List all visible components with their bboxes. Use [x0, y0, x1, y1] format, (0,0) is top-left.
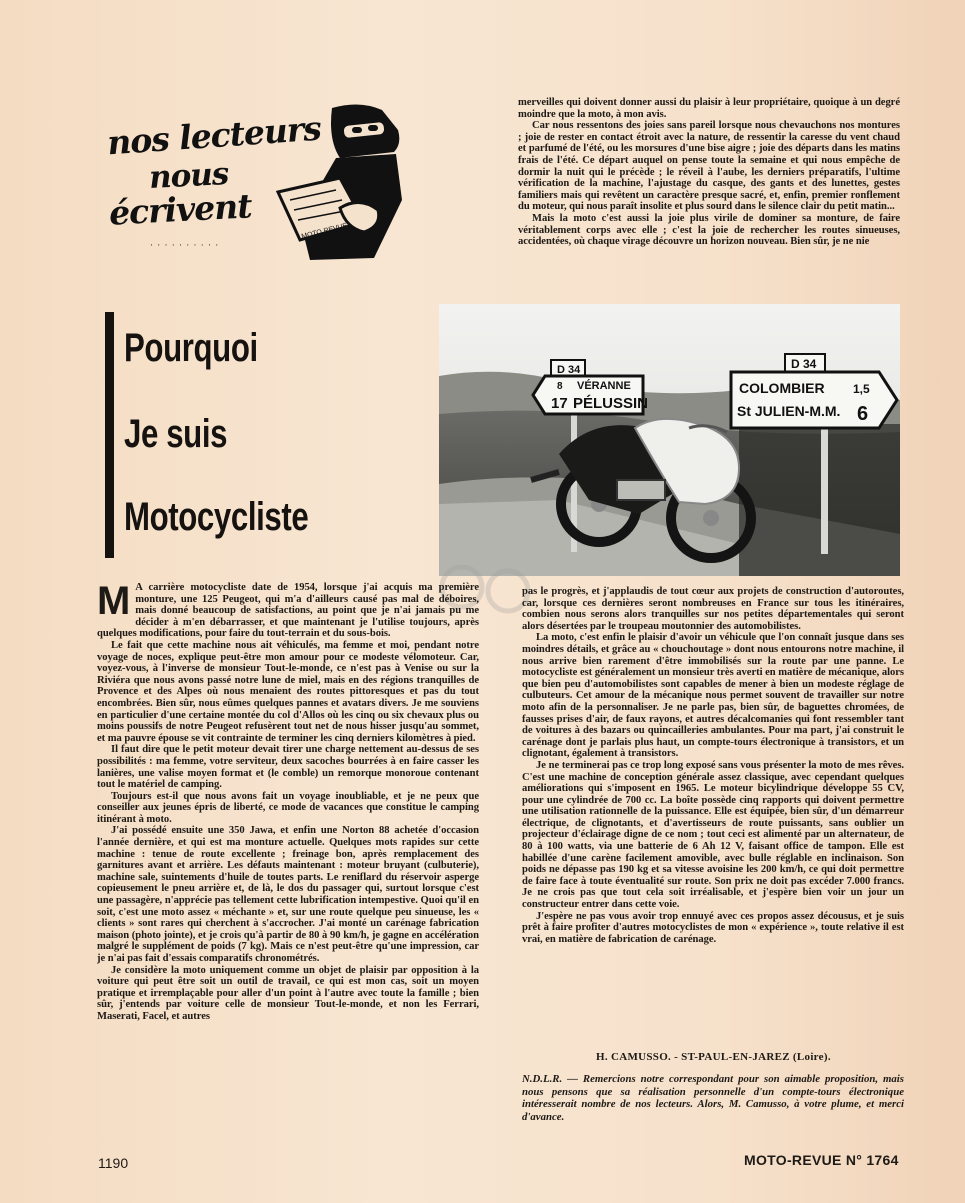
logo-dots: · · · · · · · · · · — [150, 240, 220, 250]
paragraph: La moto, c'est enfin le plaisir d'avoir un véhicule que l'on connaît jusque dans ses moindres détails, et grâce au « chouchoutage » dont nous entourons notre machine, il nous arrive bien rarement d'être immobilisés sur la route par une panne. Le motocycliste est généralement un monsieur très averti en matière de mécanique, alors que bien peu d'automobilistes sont capables de mener à bien un modeste réglage de culbuteurs. Cet amour de la mécanique nous permet souvent de travailler sur notre moto afin de la personnaliser. Je ne parle pas, bien sûr, de baguettes chromées, de fausses prises d'air, de faux rayons, et autres décalcomanies qui font ressembler tant de voitures à des bazars ou quincailleries ambulantes. Pour ma part, j'ai construit le carénage dont je parlais plus haut, un compte-tours électronique à transistors, et un clignotant, également à transistors. — [522, 632, 904, 760]
sign-right-place-1: COLOMBIER — [739, 380, 825, 396]
motorcyclist-writing-icon — [270, 100, 410, 270]
author-signature: H. CAMUSSO. - ST-PAUL-EN-JAREZ (Loire). — [596, 1051, 831, 1063]
article-title-line-1: Pourquoi — [124, 326, 258, 370]
paragraph: J'espère ne pas vous avoir trop ennuyé avec ces propos assez décousus, et je suis prêt à faire profiter d'autres motocyclistes de mon « expérience », toute relative il est vrai, en matière de fabrication de carénage. — [522, 910, 904, 945]
paragraph: Toujours est-il que nous avons fait un voyage inoubliable, et je ne peux que conseiller aux jeunes épris de liberté, ce mode de vacances que constitue le camping itinérant à moto. — [97, 790, 479, 825]
sign-right-num-1: 1,5 — [853, 382, 870, 396]
sign-left-num-1: 8 — [557, 381, 563, 392]
left-column — [97, 582, 479, 1142]
paragraph: Le fait que cette machine nous ait véhiculés, ma femme et moi, pendant notre voyage de noces, explique peut-être mon amour pour ce modeste vélomoteur. Car, voyez-vous, à l'inverse de monsieur Tout-le-monde, ce n'est pas à Venise ou sur la Riviéra que nous avons passé notre lune de miel, mais en des régions tranquilles de Provence et des Alpes où nous menaient des routes pittoresques et pas du tout encombrées. Bien sûr, nous eûmes quelques pannes et avatars divers. Je me souviens en particulier d'une certaine montée du col d'Allos où les cinq ou six chevaux plus ou moins poussifs de notre Peugeot refusèrent tout net de nous hisser jusqu'au sommet, et ma pauvre épouse se vit contrainte de terminer les cinq derniers kilomètres à pied. — [97, 639, 479, 744]
first-paragraph-text: A carrière motocycliste date de 1954, lorsque j'ai acquis ma première monture, une 125 Peugeot, qui m'a d'ailleurs causé pas mal de déboires, mais donné beaucoup de satisfactions, au point que je n'ai jamais pu me décider à m'en débarrasser, et que maintenant je l'utilise toujours, après quelques modifications, pour faire du tout-terrain et du sous-bois. — [97, 582, 479, 640]
article-title-line-3: Motocycliste — [124, 495, 309, 539]
sign-right-num-2: 6 — [857, 403, 869, 425]
paragraph: Je ne terminerai pas ce trop long exposé sans vous présenter la moto de mes rêves. C'est une machine de conception générale assez classique, avec cependant quelques améliorations qui s'imposent en 1965. Le moteur bicylindrique développe 55 CV, pour une cylindrée de 700 cc. La boîte possède cinq rapports qui doivent permettre une utilisation rationnelle de la puissance. Elle est équipée, bien sûr, d'un démarreur électrique, de clignotants, et d'avertisseurs de route puissants, sans oublier un projecteur d'éclairage digne de ce nom ; tout ceci est alimenté par un alternateur, de 80 à 100 watts, via une batterie de 6 Ah 12 V, faisant office de tampon. Elle est habillée d'une carène facilement amovible, avec bulle réglable en inclinaison. Son poids ne dépasse pas 190 kg et sa vitesse avoisine les 200 km/h, ce qui doit permettre de faire face à toute éventualité sur route. Son prix ne doit pas excéder 7.000 francs. Je ne crois pas que tout cela soit irréalisable, et j'espère bien voir un jour un constructeur entrer dans cette voie. — [522, 759, 904, 911]
sign-left-place-1: VÉRANNE — [577, 380, 631, 392]
title-rule — [105, 312, 114, 558]
sign-left-route: D 34 — [557, 364, 581, 376]
paragraph: Car nous ressentons des joies sans pareil lorsque nous chevauchons nos montures ; joie de rester en contact étroit avec la nature, de ressentir la caresse du vent chaud et parfumé de l'été, ou les morsures d'une bise aigre ; joie des départs dans les matins frais de l'été. Ce départ auquel on pense toute la semaine et qui nous empêche de dormir la nuit qui le précède ; le réveil à l'aube, les derniers préparatifs, l'ultime vérification de la machine, l'ajustage du casque, des gants et des lunettes, gestes familiers mais qui revêtent un caractère presque sacré, et, enfin, premier ronflement du moteur, qui nous paraît insolite et plus sourd dans le silence clair du petit matin... — [518, 120, 900, 213]
drop-cap: M — [97, 582, 131, 623]
sign-right-route: D 34 — [791, 357, 817, 371]
paragraph: pas le progrès, et j'applaudis de tout cœur aux projets de construction d'autoroutes, car, lorsque ces dernières seront nombreuses en France sur tous les itinéraires, combien nous serons alors tranquilles sur nos petites départementales qui seront alors désertées par le troupeau moutonnier des automobilistes. — [522, 586, 904, 632]
paragraph: Mais la moto c'est aussi la joie plus virile de dominer sa monture, de faire véritablement corps avec elle ; c'est la joie de rechercher les routes sinueuses, accidentées, où chaque virage découvre un horizon nouveau. Bien sûr, je ne nie — [518, 212, 900, 248]
logo-badge: MOTO REVUE — [300, 222, 349, 241]
right-column — [522, 586, 904, 1048]
paragraph: merveilles qui doivent donner aussi du plaisir à leur propriétaire, quoique à un degré moindre que la moto, à mon avis. — [518, 97, 900, 120]
magazine-issue: MOTO-REVUE N° 1764 — [744, 1152, 899, 1168]
paragraph: J'ai possédé ensuite une 350 Jawa, et enfin une Norton 88 achetée d'occasion l'année dernière, et qui est ma monture actuelle. Quelques mots rapides sur cette machine : tenue de route excellente ; freinage bon, après remplacement des garnitures avant et arrière. Les défauts maintenant : moteur bruyant (culbuterie), machine sale, suintements d'huile de toutes parts. Le reniflard du réservoir asperge copieusement le pneu arrière et, de là, le dos du passager qui, surtout lorsque c'est une passagère, n'apprécie pas tellement cette lubrification intempestive. Quoi qu'il en soit, c'est une moto assez « méchante » et, sur une route quelque peu sinueuse, les « clients » sont rares qui cherchent à s'accrocher. J'ai monté un carénage fabrication maison (photo jointe), et je crois qu'à partir de 80 à 90 km/h, je gagne en accélération malgré le supplément de poids (7 kg). Mais ce n'est peut-être qu'une impression, car je n'ai pas fait d'essais comparatifs chronométrés. — [97, 825, 479, 964]
paragraph: Il faut dire que le petit moteur devait tirer une charge nettement au-dessus de ses possibilités : ma femme, votre serviteur, deux sacoches bourrées à en faire casser les lanières, une valise moyen format et (le comble) un remorque monoroue contenant tout le matériel de camping. — [97, 744, 479, 791]
paragraph: Je considère la moto uniquement comme un objet de plaisir par opposition à la voiture qui peut être soit un outil de travail, ce qui est mon cas, soit un moyen pratique et irremplaçable pour aller d'un point à l'autre avec toute la famille ; bien sûr, j'entends par voiture celle de monsieur Tout-le-monde, et non les Ferrari, Maserati, Facel, et autres — [97, 964, 479, 1022]
logo-line-2: nous — [148, 155, 230, 197]
article-title-line-2: Je suis — [124, 412, 228, 456]
sign-left-place-2: PÉLUSSIN — [573, 395, 649, 412]
sign-left-num-2: 17 — [551, 395, 568, 412]
page-number: 1190 — [98, 1155, 129, 1171]
top-right-column — [518, 97, 900, 309]
sign-right-place-2: St JULIEN-M.M. — [737, 403, 841, 419]
logo-line-3: écrivent — [108, 186, 253, 233]
paragraph-first — [97, 582, 479, 640]
editor-note: N.D.L.R. — Remercions notre correspondant pour son aimable proposition, mais nous pensons que sa réalisation personnelle d'un compte-tours électronique intéresserait nombre de nos lecteurs. Alors, M. Camusso, à votre plume, et merci d'avance. — [522, 1073, 904, 1123]
motorcycle-photo — [439, 304, 900, 576]
logo-line-1: nos lecteurs — [105, 108, 323, 163]
